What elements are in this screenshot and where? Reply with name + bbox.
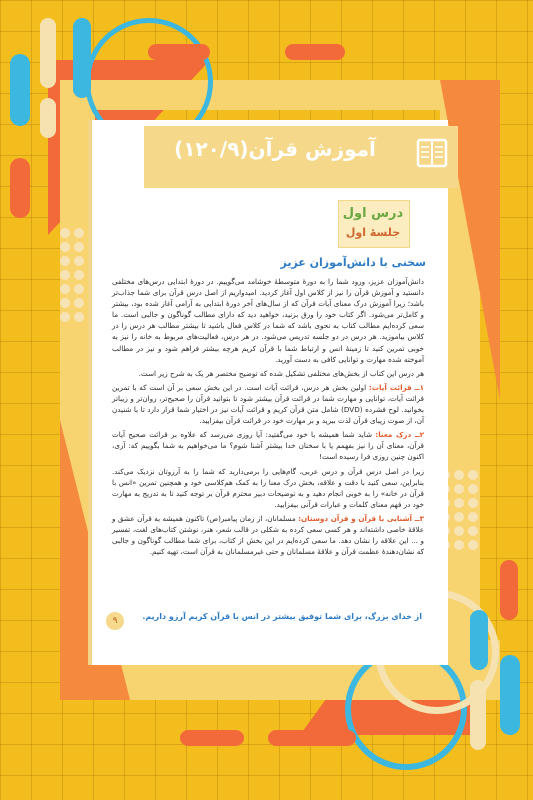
lesson-session: جلسهٔ اول xyxy=(345,226,401,239)
paragraph xyxy=(112,429,424,462)
section-label: ۳ــ آشنایی با قرآن و قرآن دوستان: xyxy=(298,513,424,523)
closing-line: از خدای بزرگ، برای شما توفیق بیشتر در انس با قرآن کریم آرزو داریم. xyxy=(142,612,422,621)
section-text: مسلمانان، از زمان پیامبر(ص) تاکنون همیشه به قرآن عشق و علاقهٔ خاصی داشته‌اند و هر کسی سعی کرده به شکلی در قالب شعر، هنر، نوشتن کتاب‌های لغت، تفسیر و ... این علاقه را نشان دهد. ما سعی کرده‌ایم در این بخش از کتاب، برای شما مطالب گوناگون و جالبی که نشان‌دهندهٔ عظمت قرآن و علاقهٔ مسلمانان و حتی غیرمسلمانان به قرآن است، تهیه کنیم. xyxy=(112,513,424,557)
orange-pill xyxy=(268,730,356,746)
lesson-title: درس اول xyxy=(342,206,404,221)
blue-pill xyxy=(470,610,488,670)
orange-pill xyxy=(148,44,210,60)
blue-pill xyxy=(10,54,30,126)
cream-pill xyxy=(40,98,56,138)
paragraph: زیرا در اصل درس قرآن و درس عربی، گام‌هایی را برمی‌دارید که شما را به آرزوتان نزدیک می‌کند. بنابراین، سعی کنید با دقت و علاقه، بخش درک معنا را به کمک هم‌کلاسی خود و همچنین تمرین «انس با قرآن در خانه» را به خوبی انجام دهید و به توضیحات دبیر محترم قرآن بر توجه کنید تا به تدریج به مهارت خود در فهم معنای کلمات و عبارات قرآنی بیفزایید. xyxy=(112,466,424,509)
page-number: ۹ xyxy=(106,612,124,630)
body-text xyxy=(112,276,424,560)
orange-pill xyxy=(180,730,244,746)
paragraph: دانش‌آموزان عزیز، ورود شما را به دورهٔ متوسطهٔ خوشامد می‌گوییم. در دورهٔ ابتدایی درس‌های مختلفی دانستید و آموزش قرآن را نیز از کلاس اول آغاز کردید. امیدواریم از اصل درس قرآن برای شما جذاب‌تر باشد؛ زیرا آموزش درک معنای آیات قرآن که از سال‌های آخر دورهٔ ابتدایی به آرامی آغاز شده بود، بیشتر و کامل‌تر می‌شود. اگر کتاب خود را ورق بزنید، خواهید دید که دارای مطالب گوناگون و جالبی است. ما سعی کرده‌ایم مطالب کتاب به نحوی باشد که شما در کلاس فعال باشید تا بیشتر مطالب هر درس را در کلاس بیاموزید. هر درس در دو جلسه تدریس می‌شود. در هر درس، فعالیت‌های مربوط به خانه را نیز به خوبی تمرین کنید تا زمینهٔ انس و ارتباط شما با قرآن کریم هرچه بیشتر فراهم شود و نیز در مطالب آموخته شده مهارت و توانایی کافی به دست آورید. xyxy=(112,277,424,364)
section-label: ۱ــ قرائت آیات: xyxy=(368,382,424,392)
paragraph xyxy=(112,513,424,557)
orange-pill xyxy=(500,560,518,620)
section-label: ۲ــ درک معنا: xyxy=(375,430,425,440)
blue-pill xyxy=(500,655,520,735)
cream-pill xyxy=(40,18,56,88)
cream-pill xyxy=(470,680,486,750)
section-heading: سخنی با دانش‌آموزان عزیز xyxy=(280,256,426,269)
blue-pill xyxy=(73,18,91,98)
orange-pill xyxy=(10,158,30,218)
paragraph xyxy=(112,382,424,426)
paragraph: هر درس این کتاب از بخش‌های مختلفی تشکیل شده که توضیح مختصر هر یک به شرح زیر است. xyxy=(138,368,424,378)
orange-pill xyxy=(285,44,345,60)
page-title: آموزش قرآن(۱۲۰/۹) xyxy=(174,137,376,161)
book-icon xyxy=(410,132,454,176)
section-text: اولین بخش هر درس، قرائت آیات است. در این بخش سعی بر آن است که با تمرین قرائت آیات، توانایی و مهارت شما در قرائت قرآن بیشتر شود تا بتوانید قرآن را صحیح‌تر، روان‌تر و زیباتر بخوانید. لوح فشرده (DVD) شامل متن قرآن کریم و قرائت آیات نیز در اختیار شما قرار دارد تا با شنیدن آن، از صوت زیبای قرآن لذت ببرید و بر مهارت خود در قرائت قرآن بیفزایید. xyxy=(112,382,424,426)
section-text: شاید شما همیشه با خود می‌گفتید: آیا روزی می‌رسد که علاوه بر قرائت صحیح آیات قرآن، معنای آن را نیز بفهمم یا با سخنان خدا بیشتر آشنا شوم؟ ما می‌خواهیم به شما بگوییم که: آری، اکنون چنین روزی فرا رسیده است! xyxy=(112,430,424,462)
